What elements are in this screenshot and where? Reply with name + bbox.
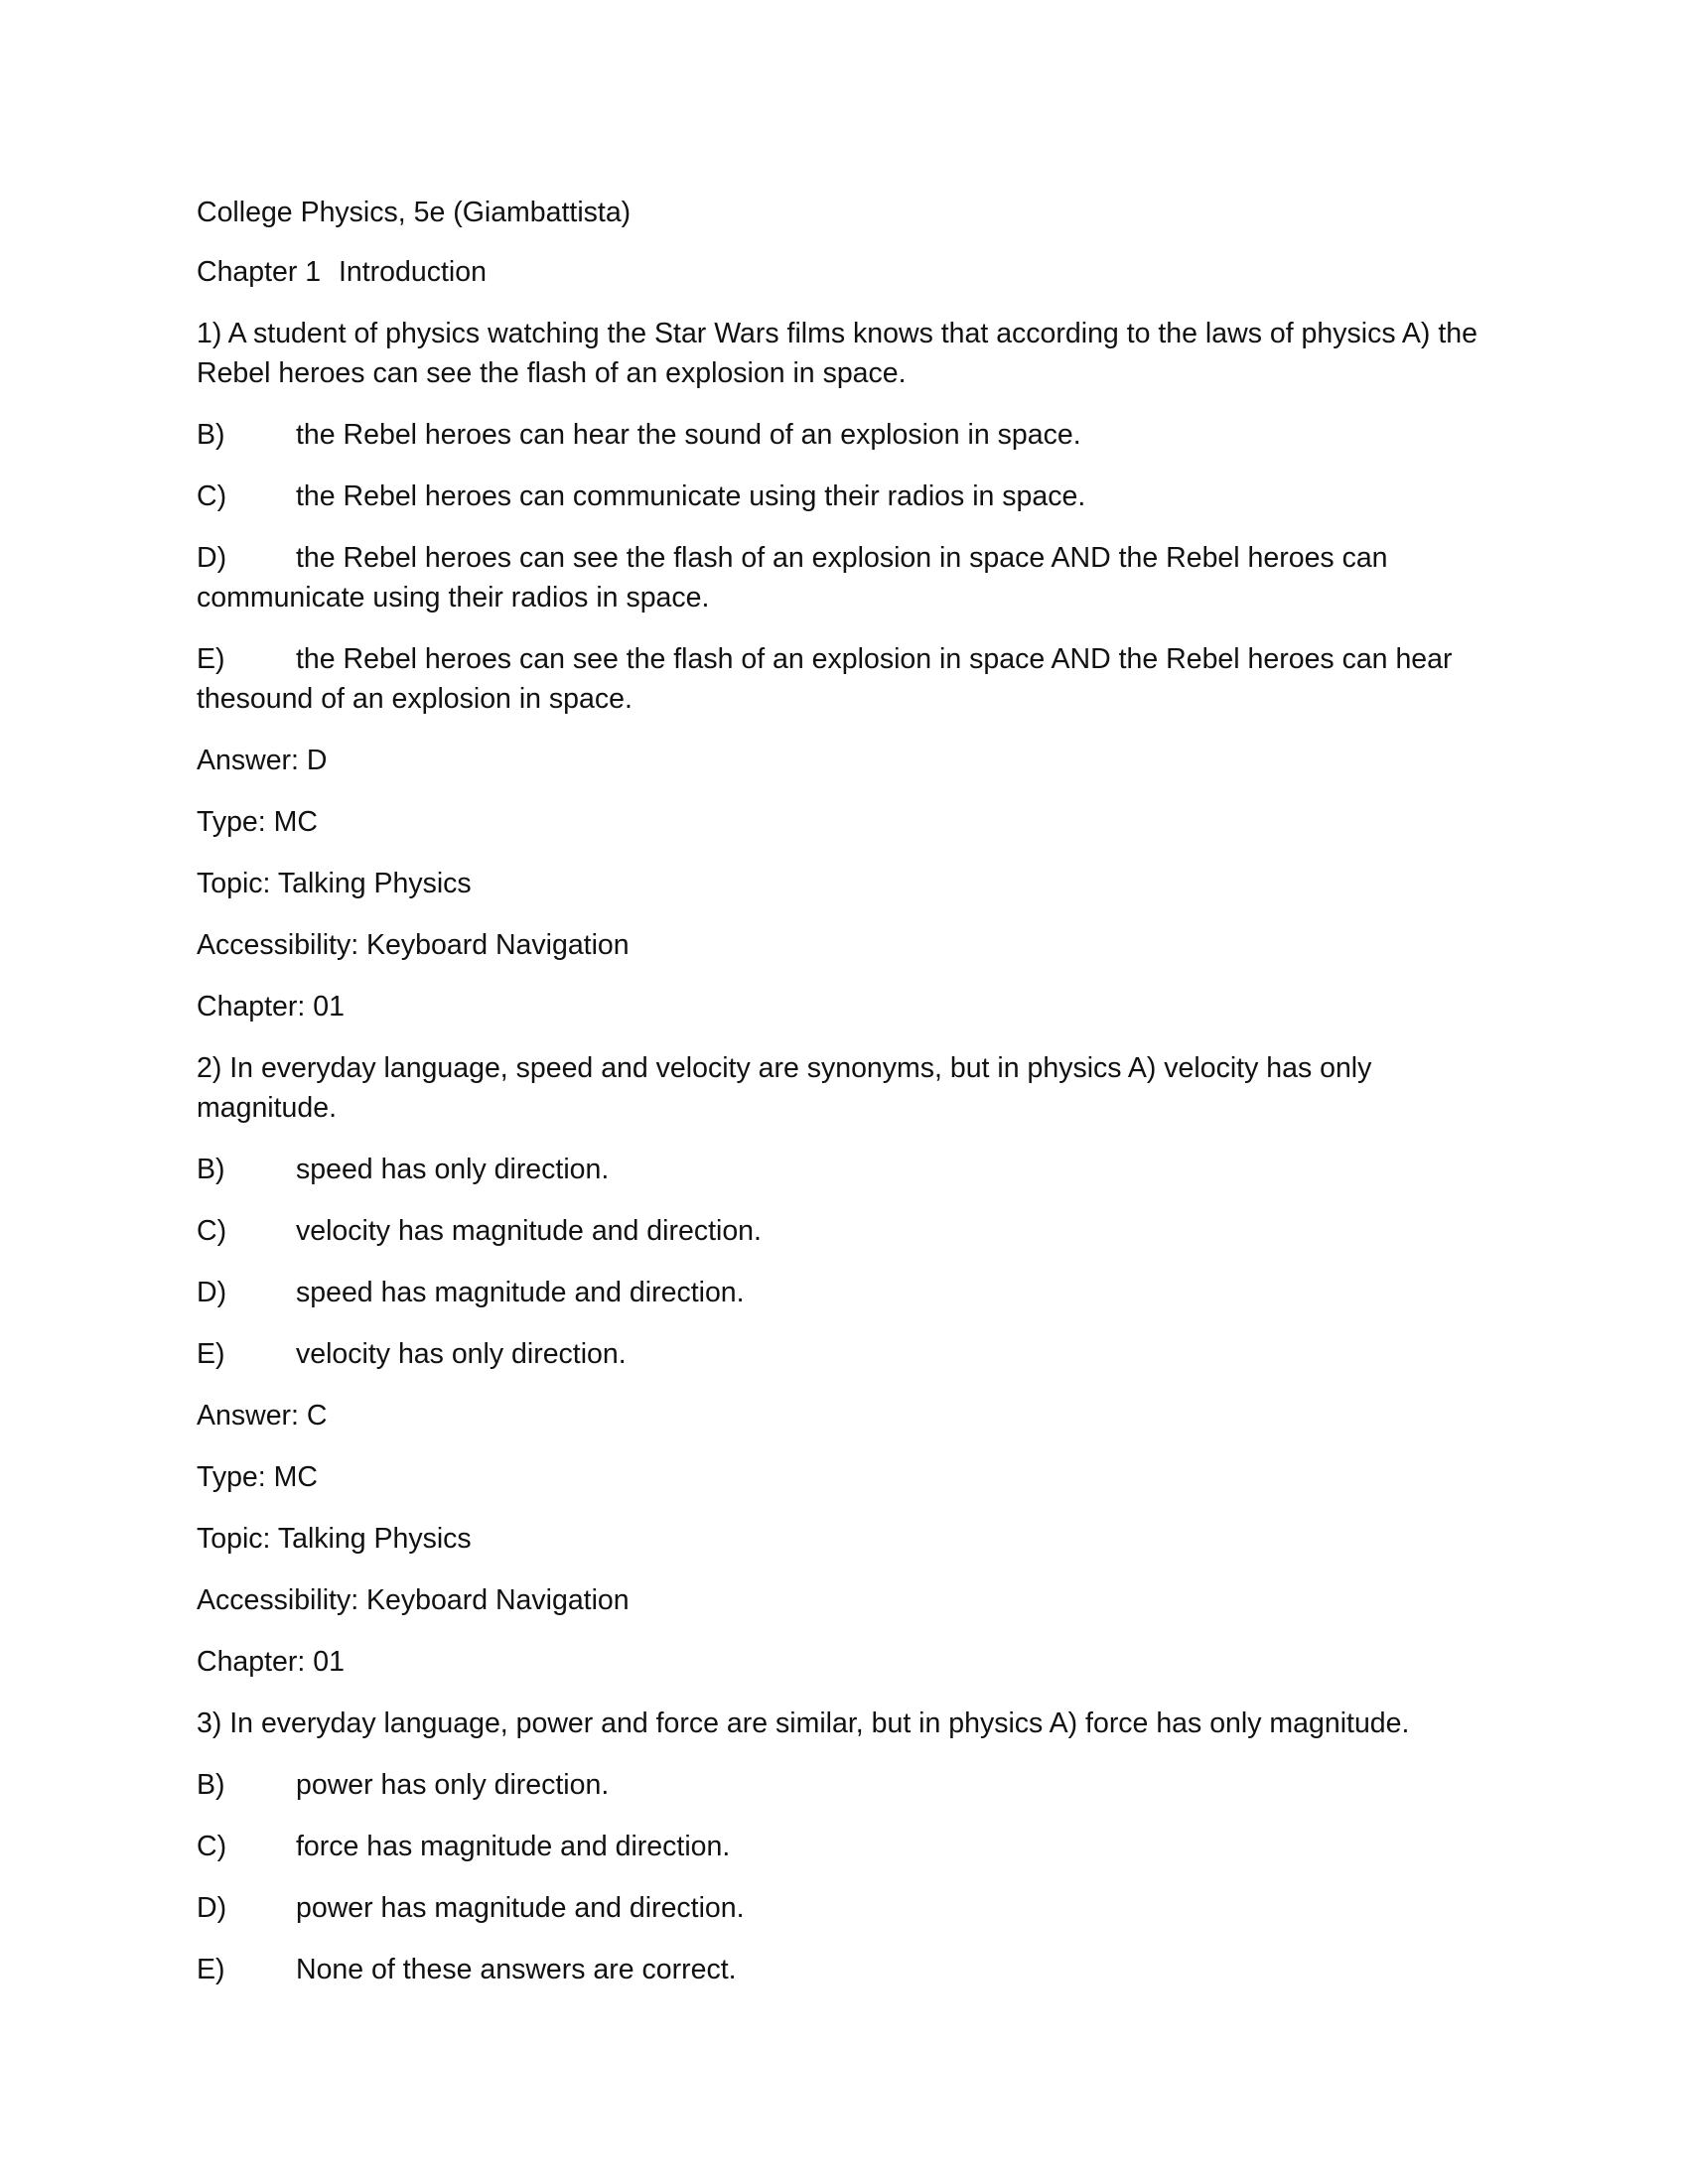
accessibility-line: Accessibility: Keyboard Navigation	[197, 1584, 630, 1616]
option-e	[197, 1334, 1497, 1374]
option-letter: C)	[197, 480, 227, 512]
option-letter: B)	[197, 419, 225, 451]
option-letter: B)	[197, 1769, 225, 1801]
document-body	[197, 193, 1497, 2011]
accessibility-line: Accessibility: Keyboard Navigation	[197, 929, 630, 961]
option-letter: C)	[197, 1831, 227, 1862]
option-e	[197, 639, 1497, 719]
option-text: the Rebel heroes can see the flash of an explosion in space AND the Rebel heroes can hear thesound of an explosion in space.	[197, 643, 1453, 715]
topic-line: Topic: Talking Physics	[197, 1523, 472, 1555]
chapter-label: Chapter 1	[197, 256, 322, 288]
topic-line: Topic: Talking Physics	[197, 868, 472, 899]
chapter-name: Introduction	[339, 256, 487, 288]
type-line: Type: MC	[197, 1461, 318, 1493]
option-text: power has magnitude and direction.	[296, 1892, 745, 1924]
option-c	[197, 1211, 1497, 1251]
option-letter: D)	[197, 1277, 227, 1308]
option-letter: E)	[197, 1954, 225, 1985]
question-stem: 2) In everyday language, speed and velocity are synonyms, but in physics A) velocity has only magnitude.	[197, 1052, 1372, 1124]
answer-line: Answer: C	[197, 1400, 328, 1432]
answer-line: Answer: D	[197, 745, 328, 776]
option-e	[197, 1950, 1497, 1989]
question-stem: 3) In everyday language, power and force are similar, but in physics A) force has only magnitude.	[197, 1707, 1410, 1739]
option-text: force has magnitude and direction.	[296, 1831, 731, 1862]
option-text: speed has magnitude and direction.	[296, 1277, 745, 1308]
option-d	[197, 538, 1497, 617]
option-letter: C)	[197, 1215, 227, 1247]
option-letter: E)	[197, 1338, 225, 1370]
option-text: the Rebel heroes can communicate using their radios in space.	[296, 480, 1086, 512]
option-b	[197, 1765, 1497, 1805]
option-d	[197, 1273, 1497, 1312]
option-c	[197, 1827, 1497, 1866]
option-text: velocity has only direction.	[296, 1338, 627, 1370]
option-b	[197, 1150, 1497, 1189]
type-line: Type: MC	[197, 806, 318, 838]
option-text: velocity has magnitude and direction.	[296, 1215, 762, 1247]
option-letter: B)	[197, 1154, 225, 1185]
option-text: the Rebel heroes can hear the sound of an explosion in space.	[296, 419, 1081, 451]
option-text: the Rebel heroes can see the flash of an explosion in space AND the Rebel heroes can communicate using their radios in space.	[197, 542, 1388, 614]
option-text: None of these answers are correct.	[296, 1954, 737, 1985]
option-text: power has only direction.	[296, 1769, 610, 1801]
chapter-heading	[197, 252, 1497, 292]
question-2	[197, 1048, 1497, 1682]
question-3	[197, 1704, 1497, 1989]
option-letter: D)	[197, 1892, 227, 1924]
option-d	[197, 1888, 1497, 1928]
chapter-line: Chapter: 01	[197, 991, 345, 1023]
question-stem: 1) A student of physics watching the Star Wars films knows that according to the laws of physics A) the Rebel heroes can see the flash of an explosion in space.	[197, 318, 1477, 389]
option-letter: E)	[197, 643, 225, 675]
book-title: College Physics, 5e (Giambattista)	[197, 197, 632, 228]
option-letter: D)	[197, 542, 227, 574]
chapter-line: Chapter: 01	[197, 1646, 345, 1678]
question-1	[197, 314, 1497, 1026]
option-b	[197, 415, 1497, 455]
option-text: speed has only direction.	[296, 1154, 610, 1185]
option-c	[197, 477, 1497, 516]
